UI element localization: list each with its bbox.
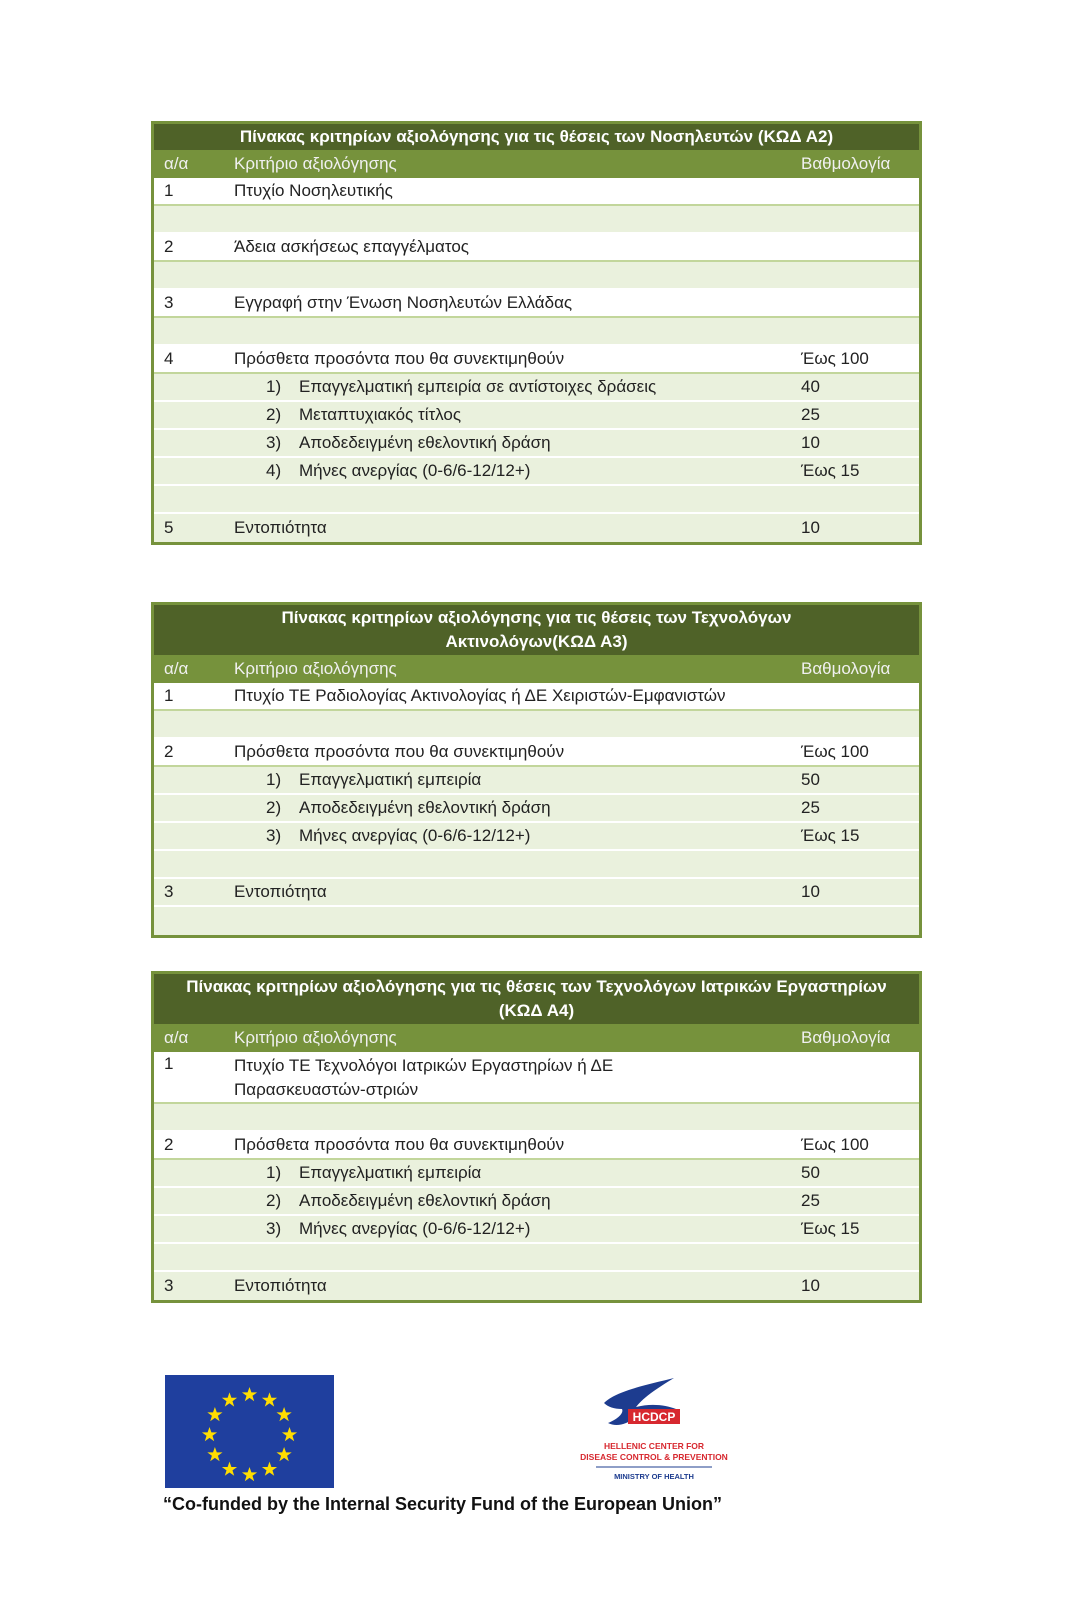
row-num: 3 (164, 293, 174, 312)
row-score: 50 (801, 770, 820, 789)
spacer-row (154, 711, 919, 739)
row-criterion: Μήνες ανεργίας (0-6/6-12/12+) (299, 1219, 531, 1238)
spacer-row (154, 206, 919, 234)
row-criterion: Αποδεδειγμένη εθελοντική δράση (299, 798, 551, 817)
table-row (154, 795, 919, 823)
table-title: Πίνακας κριτηρίων αξιολόγησης για τις θέσεις των Τεχνολόγων Ακτινολόγων(ΚΩΔ Α3) (154, 605, 919, 655)
header-num: α/α (164, 1028, 189, 1047)
table-row (154, 1052, 919, 1104)
table-row (154, 178, 919, 206)
header-criterion: Κριτήριο αξιολόγησης (234, 659, 397, 678)
sub-num: 3) (266, 1219, 282, 1238)
sub-num: 1) (266, 770, 282, 789)
table-row (154, 1272, 919, 1300)
sub-num: 3) (266, 433, 282, 452)
sub-num: 4) (266, 461, 282, 480)
table-row (154, 346, 919, 374)
row-criterion: Πτυχίο Νοσηλευτικής (234, 181, 393, 200)
row-score: Έως 15 (801, 461, 860, 480)
spacer-row (154, 851, 919, 879)
spacer-row (154, 907, 919, 935)
table-row (154, 1132, 919, 1160)
row-criterion: Αποδεδειγμένη εθελοντική δράση (299, 433, 551, 452)
row-criterion: Εντοπιότητα (234, 518, 327, 537)
row-score: 25 (801, 1191, 820, 1210)
row-num: 4 (164, 349, 174, 368)
row-num: 2 (164, 1135, 174, 1154)
row-criterion: Μήνες ανεργίας (0-6/6-12/12+) (299, 461, 531, 480)
row-score: Έως 100 (801, 742, 869, 761)
row-criterion: Πρόσθετα προσόντα που θα συνεκτιμηθούν (234, 1135, 565, 1154)
table-title: Πίνακας κριτηρίων αξιολόγησης για τις θέσεις των Νοσηλευτών (ΚΩΔ Α2) (154, 124, 919, 150)
row-criterion: Άδεια ασκήσεως επαγγέλματος (234, 237, 469, 256)
row-num: 1 (164, 686, 174, 705)
row-score: Έως 100 (801, 349, 869, 368)
criteria-table-a4 (151, 971, 922, 1303)
header-num: α/α (164, 659, 189, 678)
row-score: 25 (801, 405, 820, 424)
criteria-table-a3 (151, 602, 922, 938)
row-criterion: Μεταπτυχιακός τίτλος (299, 405, 462, 424)
spacer-row (154, 318, 919, 346)
eu-flag-logo (165, 1375, 334, 1488)
row-score: 10 (801, 433, 820, 452)
row-num: 1 (164, 1054, 174, 1073)
sub-num: 2) (266, 798, 282, 817)
hcdcp-line1: HELLENIC CENTER FOR (603, 1441, 705, 1451)
header-score: Βαθμολογία (801, 659, 891, 678)
sub-num: 3) (266, 826, 282, 845)
row-criterion: Επαγγελματική εμπειρία (299, 1163, 482, 1182)
hcdcp-line3: MINISTRY OF HEALTH (614, 1472, 694, 1481)
table-row (154, 1216, 919, 1244)
spacer-row (154, 262, 919, 290)
table-row (154, 1160, 919, 1188)
row-criterion: Πτυχίο ΤΕ Ραδιολογίας Ακτινολογίας ή ΔΕ Χειριστών-Εμφανιστών (234, 686, 726, 705)
row-num: 5 (164, 518, 174, 537)
dove-icon (556, 1373, 761, 1488)
row-num: 3 (164, 882, 174, 901)
table-row (154, 683, 919, 711)
cofunded-note: “Co-funded by the Internal Security Fund of the European Union” (163, 1494, 723, 1514)
hcdcp-line2: DISEASE CONTROL & PREVENTION (580, 1452, 728, 1462)
row-criterion: Αποδεδειγμένη εθελοντική δράση (299, 1191, 551, 1210)
spacer-row (154, 1104, 919, 1132)
row-num: 2 (164, 237, 174, 256)
row-num: 1 (164, 181, 174, 200)
row-criterion: Μήνες ανεργίας (0-6/6-12/12+) (299, 826, 531, 845)
table-header-row (154, 150, 919, 178)
row-criterion: Επαγγελματική εμπειρία σε αντίστοιχες δράσεις (299, 377, 657, 396)
table-row (154, 374, 919, 402)
row-criterion: Επαγγελματική εμπειρία (299, 770, 482, 789)
row-criterion: Εντοπιότητα (234, 1276, 327, 1295)
row-num: 2 (164, 742, 174, 761)
header-score: Βαθμολογία (801, 1028, 891, 1047)
table-row (154, 290, 919, 318)
table-row (154, 739, 919, 767)
table-row (154, 879, 919, 907)
row-score: 50 (801, 1163, 820, 1182)
table-row (154, 458, 919, 486)
header-criterion: Κριτήριο αξιολόγησης (234, 154, 397, 173)
sub-num: 1) (266, 377, 282, 396)
row-score: Έως 15 (801, 826, 860, 845)
spacer-row (154, 1244, 919, 1272)
sub-num: 1) (266, 1163, 282, 1182)
table-row (154, 234, 919, 262)
table-row (154, 402, 919, 430)
row-score: Έως 15 (801, 1219, 860, 1238)
row-score: 10 (801, 518, 820, 537)
eu-stars-icon (165, 1375, 334, 1488)
criteria-table-a2 (151, 121, 922, 545)
table-row (154, 767, 919, 795)
table-row (154, 514, 919, 542)
header-score: Βαθμολογία (801, 154, 891, 173)
row-score: 10 (801, 1276, 820, 1295)
row-criterion: Πρόσθετα προσόντα που θα συνεκτιμηθούν (234, 349, 565, 368)
table-row (154, 1188, 919, 1216)
row-criterion: Εντοπιότητα (234, 882, 327, 901)
sub-num: 2) (266, 405, 282, 424)
hcdcp-acronym: HCDCP (632, 1410, 676, 1424)
table-header-row (154, 1024, 919, 1052)
table-title: Πίνακας κριτηρίων αξιολόγησης για τις θέσεις των Τεχνολόγων Ιατρικών Εργαστηρίων (ΚΩΔ Α4) (154, 974, 919, 1024)
table-header-row (154, 655, 919, 683)
spacer-row (154, 486, 919, 514)
table-row (154, 823, 919, 851)
row-score: 40 (801, 377, 820, 396)
header-criterion: Κριτήριο αξιολόγησης (234, 1028, 397, 1047)
hcdcp-logo (556, 1373, 761, 1488)
row-criterion: Πρόσθετα προσόντα που θα συνεκτιμηθούν (234, 742, 565, 761)
header-num: α/α (164, 154, 189, 173)
row-criterion: Πτυχίο ΤΕ Τεχνολόγοι Ιατρικών Εργαστηρίων ή ΔΕ Παρασκευαστών-στριών (234, 1056, 614, 1099)
table-row (154, 430, 919, 458)
row-score: Έως 100 (801, 1135, 869, 1154)
row-num: 3 (164, 1276, 174, 1295)
row-criterion: Εγγραφή στην Ένωση Νοσηλευτών Ελλάδας (234, 293, 573, 312)
row-score: 25 (801, 798, 820, 817)
sub-num: 2) (266, 1191, 282, 1210)
row-score: 10 (801, 882, 820, 901)
